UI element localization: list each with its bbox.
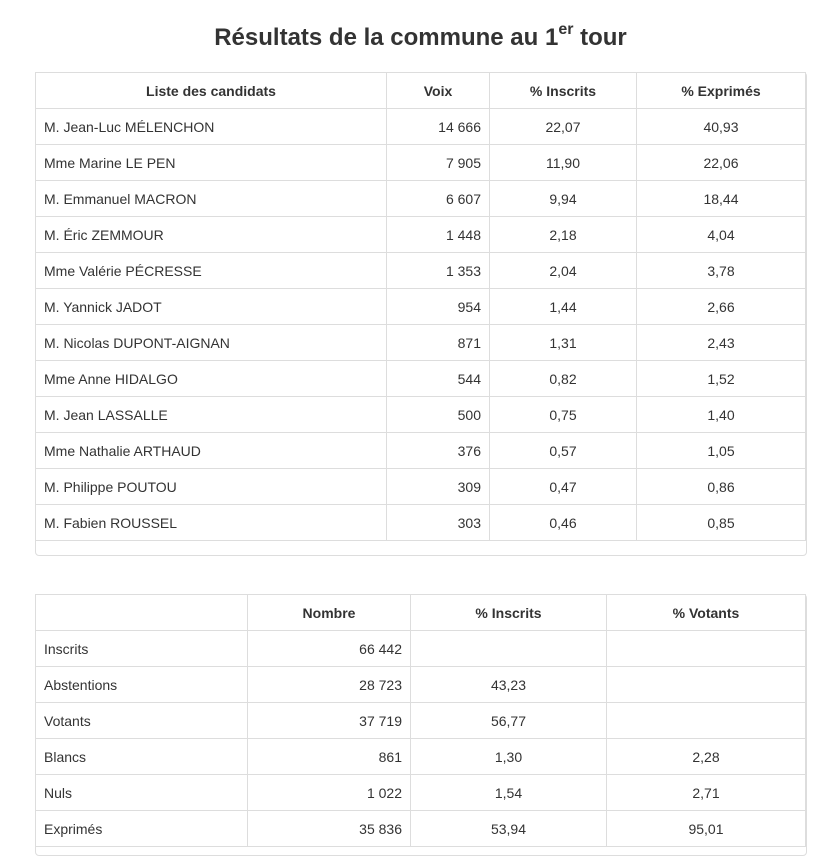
- table-cell: 95,01: [607, 811, 806, 847]
- table-cell: 6 607: [387, 181, 490, 217]
- header-pct-registered: % Inscrits: [490, 73, 637, 109]
- table-cell: 1,44: [490, 289, 637, 325]
- table-row: [36, 739, 806, 775]
- header-pct-expressed: % Exprimés: [637, 73, 806, 109]
- table-row: [36, 361, 806, 397]
- table-cell: Mme Nathalie ARTHAUD: [36, 433, 387, 469]
- table-cell: 22,07: [490, 109, 637, 145]
- participation-header-row: [36, 595, 806, 631]
- header-votes: Voix: [387, 73, 490, 109]
- table-cell: [607, 631, 806, 667]
- table-cell: Blancs: [36, 739, 248, 775]
- table-cell: [607, 667, 806, 703]
- table-row: [36, 631, 806, 667]
- table-cell: 56,77: [411, 703, 607, 739]
- table-cell: 0,47: [490, 469, 637, 505]
- table-cell: 0,82: [490, 361, 637, 397]
- table-cell: 66 442: [248, 631, 411, 667]
- table-cell: 9,94: [490, 181, 637, 217]
- table-cell: 0,85: [637, 505, 806, 541]
- table-cell: M. Yannick JADOT: [36, 289, 387, 325]
- table-cell: 28 723: [248, 667, 411, 703]
- table-row: [36, 325, 806, 361]
- table-row: [36, 289, 806, 325]
- table-cell: M. Fabien ROUSSEL: [36, 505, 387, 541]
- table-cell: [411, 631, 607, 667]
- table-cell: 22,06: [637, 145, 806, 181]
- table-row: [36, 397, 806, 433]
- title-superscript: er: [558, 21, 574, 38]
- table-cell: Mme Valérie PÉCRESSE: [36, 253, 387, 289]
- table-cell: 0,46: [490, 505, 637, 541]
- participation-table: [35, 594, 806, 847]
- table-cell: 2,43: [637, 325, 806, 361]
- table-cell: 14 666: [387, 109, 490, 145]
- table-cell: Mme Marine LE PEN: [36, 145, 387, 181]
- table-cell: M. Jean-Luc MÉLENCHON: [36, 109, 387, 145]
- table-cell: 7 905: [387, 145, 490, 181]
- table-row: [36, 505, 806, 541]
- table-cell: 37 719: [248, 703, 411, 739]
- table-cell: 954: [387, 289, 490, 325]
- table-cell: 18,44: [637, 181, 806, 217]
- table-row: [36, 667, 806, 703]
- header-empty: [36, 595, 248, 631]
- header-candidates: Liste des candidats: [36, 73, 387, 109]
- table-cell: Exprimés: [36, 811, 248, 847]
- title-main: Résultats de la commune au 1: [214, 24, 559, 51]
- table-cell: 1 022: [248, 775, 411, 811]
- table-cell: 1,30: [411, 739, 607, 775]
- table-cell: 0,57: [490, 433, 637, 469]
- table-row: [36, 217, 806, 253]
- candidates-table: [35, 72, 806, 541]
- title-end: tour: [573, 24, 627, 51]
- table-cell: 861: [248, 739, 411, 775]
- header-count: Nombre: [248, 595, 411, 631]
- table-cell: M. Éric ZEMMOUR: [36, 217, 387, 253]
- table-cell: 0,75: [490, 397, 637, 433]
- table-cell: Nuls: [36, 775, 248, 811]
- table-cell: 1,52: [637, 361, 806, 397]
- table-row: [36, 703, 806, 739]
- header-pct-voters: % Votants: [607, 595, 806, 631]
- table-cell: 2,18: [490, 217, 637, 253]
- table-cell: 11,90: [490, 145, 637, 181]
- table-row: [36, 181, 806, 217]
- header-pct-registered: % Inscrits: [411, 595, 607, 631]
- table-cell: 2,71: [607, 775, 806, 811]
- table-cell: 544: [387, 361, 490, 397]
- table-cell: Inscrits: [36, 631, 248, 667]
- table-cell: M. Nicolas DUPONT-AIGNAN: [36, 325, 387, 361]
- table-cell: 4,04: [637, 217, 806, 253]
- table-cell: Votants: [36, 703, 248, 739]
- table-cell: 2,66: [637, 289, 806, 325]
- table-cell: M. Jean LASSALLE: [36, 397, 387, 433]
- table-cell: 1,05: [637, 433, 806, 469]
- table-row: [36, 811, 806, 847]
- table-cell: M. Emmanuel MACRON: [36, 181, 387, 217]
- table-cell: 40,93: [637, 109, 806, 145]
- table-cell: 303: [387, 505, 490, 541]
- candidates-header-row: [36, 73, 806, 109]
- table-cell: 1 448: [387, 217, 490, 253]
- table-cell: 309: [387, 469, 490, 505]
- table-cell: M. Philippe POUTOU: [36, 469, 387, 505]
- table-cell: 2,28: [607, 739, 806, 775]
- table-cell: Mme Anne HIDALGO: [36, 361, 387, 397]
- table-cell: 35 836: [248, 811, 411, 847]
- table-cell: [607, 703, 806, 739]
- table-cell: 1,54: [411, 775, 607, 811]
- table-cell: 1 353: [387, 253, 490, 289]
- table-cell: 43,23: [411, 667, 607, 703]
- table-row: [36, 109, 806, 145]
- table-cell: 871: [387, 325, 490, 361]
- table-row: [36, 433, 806, 469]
- table-cell: 53,94: [411, 811, 607, 847]
- table-cell: 1,31: [490, 325, 637, 361]
- table-row: [36, 145, 806, 181]
- table-cell: 0,86: [637, 469, 806, 505]
- table-row: [36, 775, 806, 811]
- table-cell: Abstentions: [36, 667, 248, 703]
- table-cell: 376: [387, 433, 490, 469]
- table-row: [36, 253, 806, 289]
- page-title: [0, 14, 822, 56]
- table-row: [36, 469, 806, 505]
- table-cell: 500: [387, 397, 490, 433]
- table-cell: 1,40: [637, 397, 806, 433]
- table-cell: 3,78: [637, 253, 806, 289]
- table-cell: 2,04: [490, 253, 637, 289]
